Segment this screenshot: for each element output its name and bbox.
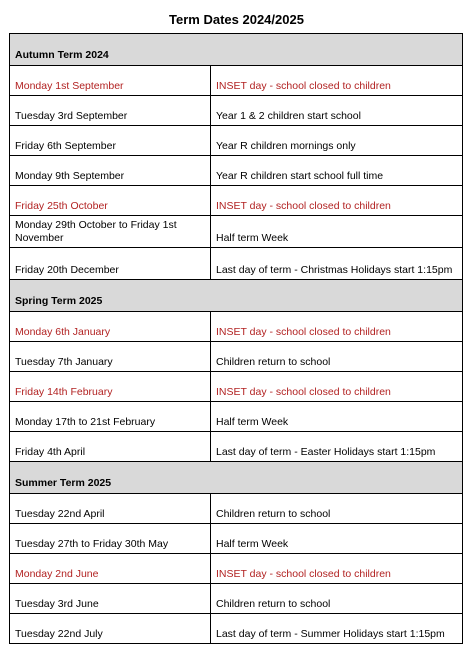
section-header [10,462,463,494]
table-row [10,524,463,554]
event-cell: Year R children start school full time [211,156,463,186]
event-cell: Last day of term - Easter Holidays start 1:15pm [211,432,463,462]
date-cell: Tuesday 27th to Friday 30th May [10,524,211,554]
date-cell: Friday 25th October [10,186,211,216]
event-cell: Last day of term - Summer Holidays start 1:15pm [211,614,463,644]
event-cell: INSET day - school closed to children [211,372,463,402]
table-row [10,96,463,126]
event-cell: Children return to school [211,494,463,524]
inset-day-row [10,186,463,216]
inset-day-row [10,66,463,96]
section-header [10,34,463,66]
table-row [10,614,463,644]
table-row [10,216,463,248]
table-row [10,584,463,614]
section-heading: Autumn Term 2024 [10,34,463,66]
table-row [10,402,463,432]
date-cell: Monday 6th January [10,312,211,342]
date-cell: Friday 6th September [10,126,211,156]
inset-day-row [10,312,463,342]
table-row [10,156,463,186]
section-header [10,280,463,312]
inset-day-row [10,554,463,584]
date-cell: Tuesday 22nd April [10,494,211,524]
event-cell: Year R children mornings only [211,126,463,156]
date-cell: Tuesday 3rd September [10,96,211,126]
event-cell: Children return to school [211,584,463,614]
event-cell: INSET day - school closed to children [211,554,463,584]
date-cell: Tuesday 3rd June [10,584,211,614]
inset-day-row [10,372,463,402]
table-row [10,432,463,462]
event-cell: INSET day - school closed to children [211,186,463,216]
date-cell: Monday 29th October to Friday 1st November [10,216,211,248]
table-row [10,126,463,156]
event-cell: Year 1 & 2 children start school [211,96,463,126]
event-cell: INSET day - school closed to children [211,312,463,342]
date-cell: Monday 1st September [10,66,211,96]
date-cell: Monday 17th to 21st February [10,402,211,432]
event-cell: Half term Week [211,216,463,248]
date-cell: Tuesday 7th January [10,342,211,372]
term-dates-body [10,34,463,644]
date-cell: Friday 4th April [10,432,211,462]
date-cell: Friday 20th December [10,248,211,280]
event-cell: Last day of term - Christmas Holidays start 1:15pm [211,248,463,280]
event-cell: Children return to school [211,342,463,372]
table-row [10,342,463,372]
table-row [10,494,463,524]
page-title: Term Dates 2024/2025 [169,12,304,27]
date-cell: Monday 9th September [10,156,211,186]
date-cell: Friday 14th February [10,372,211,402]
date-cell: Monday 2nd June [10,554,211,584]
date-cell: Tuesday 22nd July [10,614,211,644]
table-row [10,248,463,280]
term-dates-table [9,33,463,644]
section-heading: Summer Term 2025 [10,462,463,494]
event-cell: Half term Week [211,524,463,554]
event-cell: Half term Week [211,402,463,432]
section-heading: Spring Term 2025 [10,280,463,312]
event-cell: INSET day - school closed to children [211,66,463,96]
